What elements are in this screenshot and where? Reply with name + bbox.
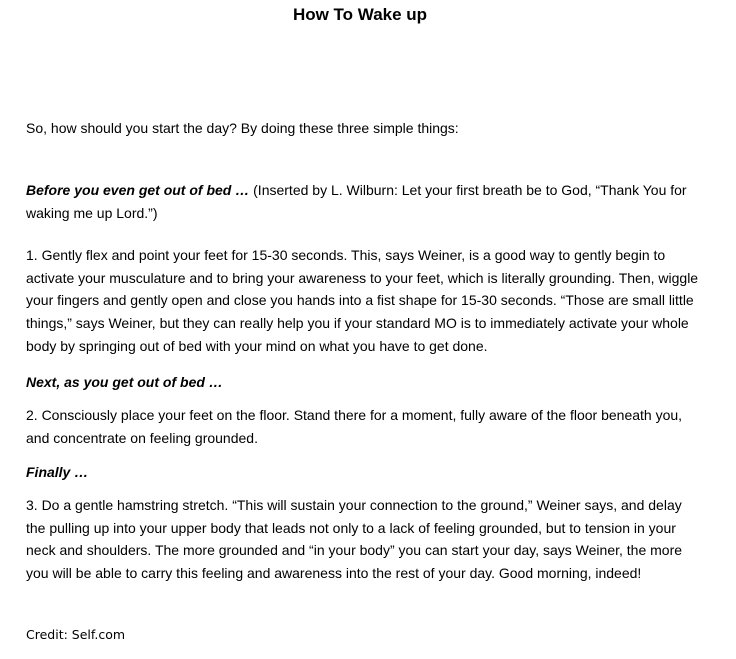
finally-heading: Finally … [26, 464, 89, 480]
step-3-paragraph: 3. Do a gentle hamstring stretch. “This will sustain your connection to the ground,” Weiner says, and delay the pulling up into your upper body that leads not only to a lack of feeling grounded, but to tension in your neck and shoulders. The more grounded and “in your body” you can start your day, says Weiner, the more you will be able to carry this feeling and awareness into the rest of your day. Good morning, indeed! [26, 497, 683, 582]
before-heading: Before you even get out of bed … [26, 182, 250, 198]
before-paragraph [26, 179, 704, 224]
step-2-paragraph: 2. Consciously place your feet on the floor. Stand there for a moment, fully aware of the floor beneath you, and concentrate on feeling grounded. [26, 407, 683, 446]
intro-paragraph: So, how should you start the day? By doing these three simple things: [26, 120, 459, 136]
next-heading: Next, as you get out of bed … [26, 374, 223, 390]
credit-line: Credit: Self.com [26, 627, 126, 642]
step-1-paragraph: 1. Gently flex and point your feet for 15-30 seconds. This, says Weiner, is a good way to gently begin to activate your musculature and to bring your awareness to your feet, which is literally grounding. Then, wiggle your fingers and gently open and close you hands into a fist shape for 15-30 seconds. “Those are small little things,” says Weiner, but they can really help you if your standard MO is to immediately activate your whole body by springing out of bed with your mind on what you have to get done. [26, 247, 699, 354]
before-note: (Inserted by L. Wilburn: Let your first breath be to God, “Thank You for waking me up Lord.”) [26, 182, 687, 221]
page-title: How To Wake up [292, 5, 428, 24]
